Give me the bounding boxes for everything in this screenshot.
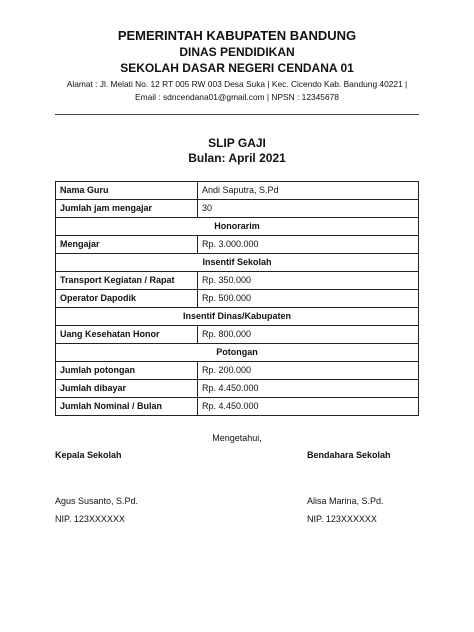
table-row — [56, 290, 419, 308]
salary-table — [55, 181, 419, 416]
principal-name: Agus Susanto, S.Pd. — [55, 496, 139, 506]
table-row — [56, 272, 419, 290]
teaching-hours-label: Jumlah jam mengajar — [56, 200, 198, 218]
table-row — [56, 200, 419, 218]
table-row — [56, 236, 419, 254]
total-deductions-label: Jumlah potongan — [56, 362, 198, 380]
table-row — [56, 182, 419, 200]
district-incentive-section-header: Insentif Dinas/Kabupaten — [56, 308, 419, 326]
slip-month: Bulan: April 2021 — [188, 151, 286, 165]
treasurer-title: Bendahara Sekolah — [307, 450, 391, 460]
letterhead-divider — [55, 114, 419, 115]
transport-label: Transport Kegiatan / Rapat — [56, 272, 198, 290]
health-allowance-value: Rp. 800.000 — [198, 326, 419, 344]
teaching-pay-value: Rp. 3.000.000 — [198, 236, 419, 254]
treasurer-name: Alisa Marina, S.Pd. — [307, 496, 384, 506]
dapodik-operator-label: Operator Dapodik — [56, 290, 198, 308]
letterhead — [0, 27, 474, 103]
table-row — [56, 380, 419, 398]
honorarium-section-header: Honorarim — [56, 218, 419, 236]
health-allowance-label: Uang Kesehatan Honor — [56, 326, 198, 344]
total-deductions-value: Rp. 200.000 — [198, 362, 419, 380]
section-row — [56, 218, 419, 236]
acknowledgement-text: Mengetahui, — [212, 433, 262, 443]
teacher-name-value: Andi Saputra, S.Pd — [198, 182, 419, 200]
treasurer-nip: NIP. 123XXXXXX — [307, 514, 377, 524]
school-address: Alamat : Jl. Melati No. 12 RT 005 RW 003 Desa Suka | Kec. Cicendo Kab. Bandung 40221 | — [66, 79, 408, 89]
department-name: DINAS PENDIDIKAN — [179, 45, 295, 59]
monthly-total-value: Rp. 4.450.000 — [198, 398, 419, 416]
section-row — [56, 344, 419, 362]
deductions-section-header: Potongan — [56, 344, 419, 362]
monthly-total-label: Jumlah Nominal / Bulan — [56, 398, 198, 416]
dapodik-operator-value: Rp. 500.000 — [198, 290, 419, 308]
principal-nip: NIP. 123XXXXXX — [55, 514, 125, 524]
table-row — [56, 398, 419, 416]
slip-title: SLIP GAJI — [208, 136, 266, 150]
table-row — [56, 362, 419, 380]
principal-title: Kepala Sekolah — [55, 450, 122, 460]
slip-title-block — [0, 136, 474, 166]
teaching-pay-label: Mengajar — [56, 236, 198, 254]
teaching-hours-value: 30 — [198, 200, 419, 218]
transport-value: Rp. 350.000 — [198, 272, 419, 290]
school-name: SEKOLAH DASAR NEGERI CENDANA 01 — [120, 61, 354, 75]
school-contact: Email : sdncendana01@gmail.com | NPSN : 12345678 — [135, 92, 339, 102]
amount-paid-value: Rp. 4.450.000 — [198, 380, 419, 398]
school-incentive-section-header: Insentif Sekolah — [56, 254, 419, 272]
government-name: PEMERINTAH KABUPATEN BANDUNG — [117, 28, 357, 43]
section-row — [56, 254, 419, 272]
table-row — [56, 326, 419, 344]
section-row — [56, 308, 419, 326]
amount-paid-label: Jumlah dibayar — [56, 380, 198, 398]
teacher-name-label: Nama Guru — [56, 182, 198, 200]
